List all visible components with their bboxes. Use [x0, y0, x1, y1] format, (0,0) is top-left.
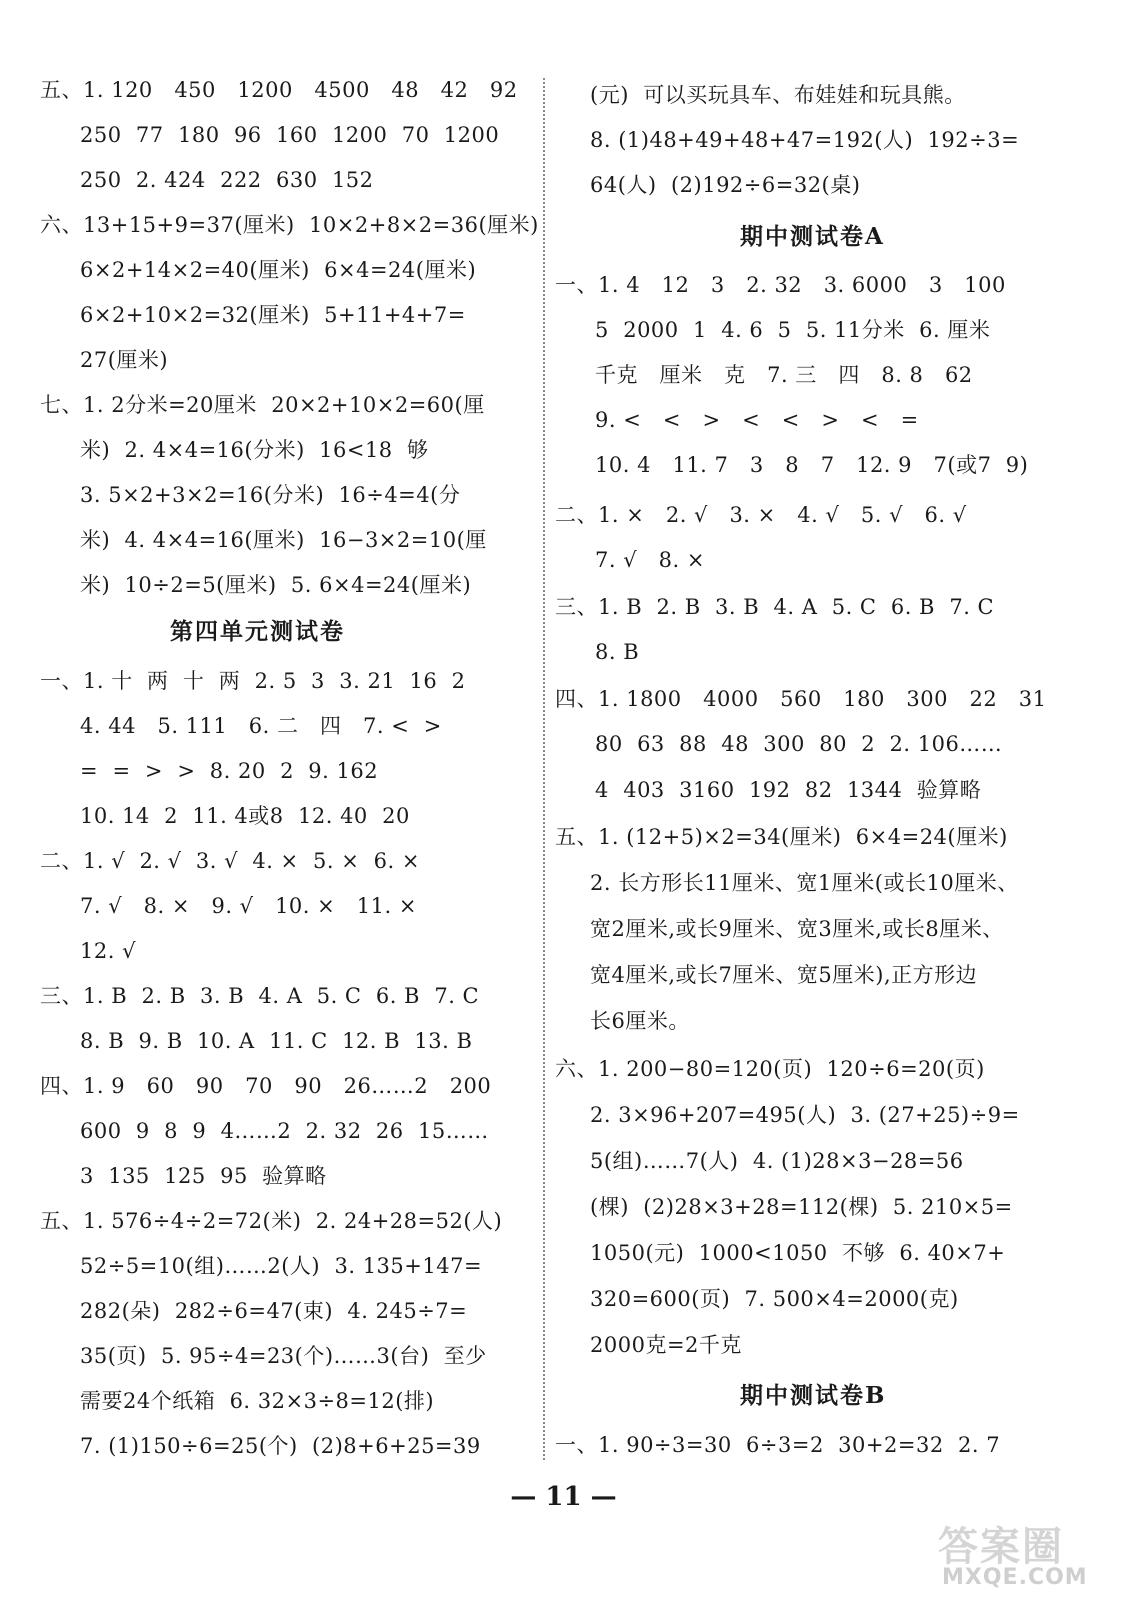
section-heading: 期中测试卷B	[740, 1382, 887, 1409]
answer-line: 五、1. (12+5)×2=34(厘米) 6×4=24(厘米)	[555, 825, 1008, 849]
answer-line: 二、1. √ 2. √ 3. √ 4. × 5. × 6. ×	[40, 849, 420, 873]
answer-line: 8. B 9. B 10. A 11. C 12. B 13. B	[80, 1029, 473, 1053]
answer-line: 8. (1)48+49+48+47=192(人) 192÷3=	[590, 128, 1020, 152]
answer-line: 80 63 88 48 300 80 2 2. 106……	[595, 732, 1003, 756]
watermark-text: 答案圈	[938, 1524, 1064, 1570]
answer-line: 6×2+10×2=32(厘米) 5+11+4+7=	[80, 303, 466, 327]
answer-line: 米) 4. 4×4=16(厘米) 16−3×2=10(厘	[80, 528, 487, 552]
answer-line: = = > > 8. 20 2 9. 162	[80, 759, 379, 783]
answer-line: 7. √ 8. × 9. √ 10. × 11. ×	[80, 894, 417, 918]
answer-line: 600 9 8 9 4……2 2. 32 26 15……	[80, 1119, 489, 1143]
answer-line: 2. 3×96+207=495(人) 3. (27+25)÷9=	[590, 1103, 1020, 1127]
answer-line: 三、1. B 2. B 3. B 4. A 5. C 6. B 7. C	[40, 984, 480, 1008]
answer-line: 7. √ 8. ×	[595, 548, 705, 572]
answer-line: 6×2+14×2=40(厘米) 6×4=24(厘米)	[80, 258, 477, 282]
answer-line: 一、1. 90÷3=30 6÷3=2 30+2=32 2. 7	[555, 1433, 1001, 1457]
answer-line: 千克 厘米 克 7. 三 四 8. 8 62	[595, 363, 973, 387]
section-heading: 期中测试卷A	[740, 223, 885, 250]
answer-line: 64(人) (2)192÷6=32(桌)	[590, 173, 861, 197]
answer-line: 35(页) 5. 95÷4=23(个)……3(台) 至少	[80, 1344, 487, 1368]
answer-line: 六、1. 200−80=120(页) 120÷6=20(页)	[555, 1057, 985, 1081]
answer-line: 4 403 3160 192 82 1344 验算略	[595, 778, 982, 802]
page-number: — 11 —	[510, 1482, 617, 1512]
answer-line: 12. √	[80, 939, 136, 963]
answer-line: 8. B	[595, 640, 640, 664]
answer-line: 长6厘米。	[590, 1009, 690, 1033]
answer-line: 10. 14 2 11. 4或8 12. 40 20	[80, 804, 410, 828]
answer-line: 10. 4 11. 7 3 8 7 12. 9 7(或7 9)	[595, 453, 1029, 477]
answer-line: 52÷5=10(组)……2(人) 3. 135+147=	[80, 1254, 483, 1278]
answer-line: (棵) (2)28×3+28=112(棵) 5. 210×5=	[590, 1195, 1013, 1219]
answer-line: (元) 可以买玩具车、布娃娃和玩具熊。	[590, 83, 966, 107]
answer-line: 宽2厘米,或长9厘米、宽3厘米,或长8厘米、	[590, 917, 1004, 941]
answer-line: 250 2. 424 222 630 152	[80, 168, 374, 192]
answer-line: 320=600(页) 7. 500×4=2000(克)	[590, 1287, 959, 1311]
answer-line: 27(厘米)	[80, 348, 169, 372]
answer-line: 一、1. 4 12 3 2. 32 3. 6000 3 100	[555, 273, 1006, 297]
answer-line: 5 2000 1 4. 6 5 5. 11分米 6. 厘米	[595, 318, 991, 342]
answer-line: 五、1. 576÷4÷2=72(米) 2. 24+28=52(人)	[40, 1209, 503, 1233]
answer-line: 米) 10÷2=5(厘米) 5. 6×4=24(厘米)	[80, 573, 472, 597]
answer-line: 四、1. 9 60 90 70 90 26……2 200	[40, 1074, 492, 1098]
answer-line: 282(朵) 282÷6=47(束) 4. 245÷7=	[80, 1299, 468, 1323]
answer-line: 7. (1)150÷6=25(个) (2)8+6+25=39	[80, 1434, 481, 1458]
answer-line: 1050(元) 1000<1050 不够 6. 40×7+	[590, 1241, 1006, 1265]
answer-line: 一、1. 十 两 十 两 2. 5 3 3. 21 16 2	[40, 669, 466, 693]
watermark-logo	[930, 1515, 1120, 1593]
section-heading: 第四单元测试卷	[170, 618, 345, 645]
answer-line: 2000克=2千克	[590, 1333, 742, 1357]
column-divider	[543, 78, 545, 1460]
watermark-url: MXQE.COM	[942, 1565, 1088, 1590]
answer-line: 三、1. B 2. B 3. B 4. A 5. C 6. B 7. C	[555, 595, 995, 619]
answer-line: 需要24个纸箱 6. 32×3÷8=12(排)	[80, 1389, 435, 1413]
answer-line: 4. 44 5. 111 6. 二 四 7. < >	[80, 714, 442, 738]
answer-line: 5(组)……7(人) 4. (1)28×3−28=56	[590, 1149, 964, 1173]
answer-line: 3 135 125 95 验算略	[80, 1164, 327, 1188]
answer-line: 七、1. 2分米=20厘米 20×2+10×2=60(厘	[40, 393, 485, 417]
answer-line: 250 77 180 96 160 1200 70 1200	[80, 123, 500, 147]
answer-line: 二、1. × 2. √ 3. × 4. √ 5. √ 6. √	[555, 503, 967, 527]
answer-line: 2. 长方形长11厘米、宽1厘米(或长10厘米、	[590, 871, 1019, 895]
answer-line: 9. < < > < < > < =	[595, 408, 919, 432]
answer-line: 五、1. 120 450 1200 4500 48 42 92	[40, 78, 518, 102]
answer-line: 四、1. 1800 4000 560 180 300 22 31	[555, 687, 1047, 711]
answer-line: 宽4厘米,或长7厘米、宽5厘米),正方形边	[590, 963, 978, 987]
answer-line: 六、13+15+9=37(厘米) 10×2+8×2=36(厘米)	[40, 213, 539, 237]
answer-line: 3. 5×2+3×2=16(分米) 16÷4=4(分	[80, 483, 461, 507]
answer-line: 米) 2. 4×4=16(分米) 16<18 够	[80, 438, 429, 462]
